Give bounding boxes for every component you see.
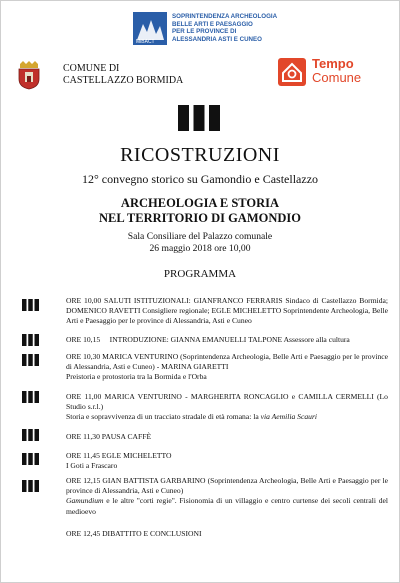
- comune-name: [63, 63, 183, 87]
- event-title: RICOSTRUZIONI: [120, 144, 280, 166]
- event-heading-line2: NEL TERRITORIO DI GAMONDIO: [98, 211, 301, 225]
- event-date: 26 maggio 2018 ore 10,00: [149, 243, 251, 254]
- event-subtitle: 12° convegno storico su Gamondio e Castellazzo: [81, 172, 319, 186]
- program-item: ORE 12,45 DIBATTITO E CONCLUSIONI: [66, 529, 202, 538]
- bullet-bars-icon: [22, 354, 39, 366]
- program-item: ORE 10,15 INTRODUZIONE: GIANNA EMANUELLI TALPONE Assessore alla cultura: [66, 335, 350, 344]
- comune-line1: COMUNE DI: [63, 63, 120, 74]
- bullet-bars-icon: [22, 429, 39, 441]
- bullet-bars-icon: [22, 453, 39, 465]
- bars-mark-icon: [178, 105, 220, 131]
- castellazzo-crest-icon: [14, 60, 44, 90]
- bullet-bars-icon: [22, 299, 39, 311]
- tempo-word: Tempo: [312, 56, 354, 71]
- program-item: ORE 11,30 PAUSA CAFFÈ: [66, 432, 152, 441]
- program-item: ORE 10,00 SALUTI ISTITUZIONALI: GIANFRANCO FERRARIS Sindaco di Castellazzo Bormida; DOMENICO RAVETTI Consigliere regionale; EGLE MICHELETTO Soprintendente Archeologia, Belle Arti e Paesaggio per le province di Alessandria, Asti e Cuneo: [66, 296, 388, 326]
- soprintendenza-text: [172, 13, 277, 44]
- program-item: ORE 12,15 GIAN BATTISTA GARBARINO (Soprintendenza Archeologia, Belle Arti e Paesaggio per le province di Alessandria, Asti e Cuneo) Gamundium e le altre "corti regie". Fisionomia di un villaggio e centro curtense dei secoli centrali del medioevo: [66, 476, 388, 516]
- mibact-logo: [133, 12, 167, 45]
- soprintendenza-line: ALESSANDRIA ASTI E CUNEO: [172, 36, 262, 44]
- tempo-comune-wordmark: [312, 57, 361, 85]
- bullet-bars-icon: [22, 334, 39, 346]
- mibact-logo-text: MiBACT: [136, 39, 155, 45]
- bullet-bars-icon: [22, 480, 39, 492]
- soprintendenza-line: BELLE ARTI E PAESAGGIO: [172, 20, 253, 28]
- soprintendenza-line: SOPRINTENDENZA ARCHEOLOGIA: [172, 13, 278, 20]
- tempo-comune-logo-icon: [278, 58, 306, 86]
- event-heading: [0, 196, 400, 226]
- program-item: ORE 11,45 EGLE MICHELETTO I Goti a Frascaro: [66, 451, 172, 471]
- program-item: ORE 10,30 MARICA VENTURINO (Soprintendenza Archeologia, Belle Arti e Paesaggio per le province di Alessandria, Asti e Cuneo) - MARINA GIARETTI Preistoria e protostoria tra la Bormida e l'Orba: [66, 352, 389, 382]
- event-venue: Sala Consiliare del Palazzo comunale: [127, 231, 273, 242]
- event-heading-line1: ARCHEOLOGIA E STORIA: [120, 196, 280, 210]
- program-title: PROGRAMMA: [163, 268, 237, 280]
- event-venue-block: [0, 231, 400, 255]
- comune-line2: CASTELLAZZO BORMIDA: [63, 75, 184, 86]
- bullet-bars-icon: [22, 391, 39, 403]
- program-item: ORE 11,00 MARICA VENTURINO - MARGHERITA RONCAGLIO e CAMILLA CERMELLI (Lo Studio s.r.l.) Storia e sopravvivenza di un tracciato stradale di età romana: la via Aemilia Scauri: [66, 392, 388, 422]
- comune-word: Comune: [312, 70, 362, 85]
- soprintendenza-line: PER LE PROVINCE DI: [172, 28, 237, 36]
